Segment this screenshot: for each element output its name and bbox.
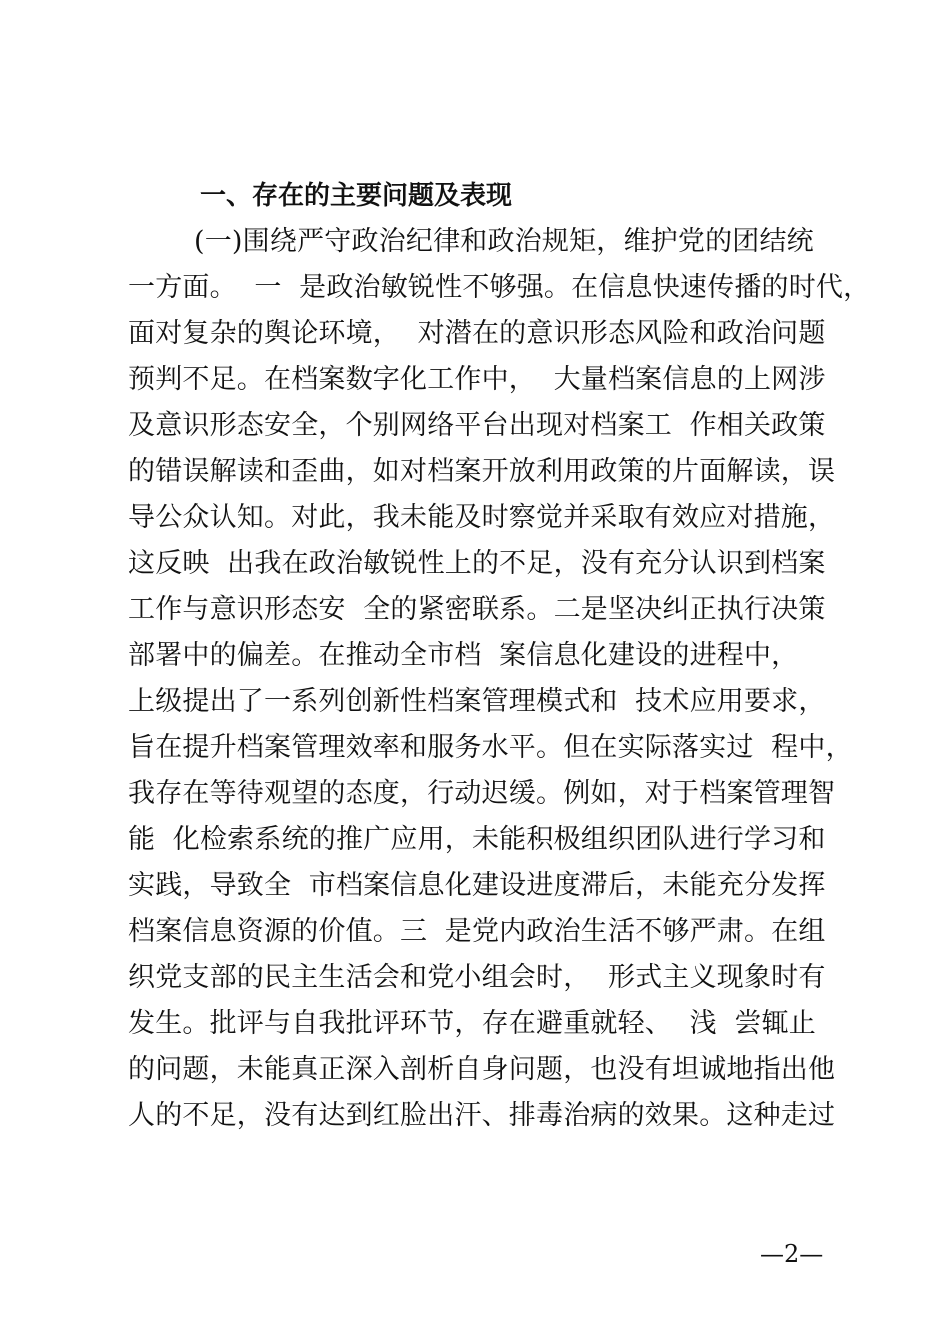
text-line: 一方面。 一 是政治敏锐性不够强。在信息快速传播的时代， bbox=[128, 272, 871, 303]
text-line: 能 化检索系统的推广应用，未能积极组织团队进行学习和 bbox=[128, 824, 826, 855]
text-line: 的错误解读和歪曲，如对档案开放利用政策的片面解读，误 bbox=[128, 456, 836, 487]
text-line: 旨在提升档案管理效率和服务水平。但在实际落实过 程中， bbox=[128, 732, 853, 763]
text-line: 预判不足。在档案数字化工作中， 大量档案信息的上网涉 bbox=[128, 364, 826, 395]
text-line: 导公众认知。对此，我未能及时察觉并采取有效应对措施， bbox=[128, 502, 836, 533]
text-line: 这反映 出我在政治敏锐性上的不足，没有充分认识到档案 bbox=[128, 548, 826, 579]
page-number: —2— bbox=[760, 1240, 824, 1268]
text-line: 档案信息资源的价值。三 是党内政治生活不够严肃。在组 bbox=[128, 916, 826, 947]
text-line: 上级提出了一系列创新性档案管理模式和 技术应用要求， bbox=[128, 686, 826, 717]
text-line: 我存在等待观望的态度，行动迟缓。例如，对于档案管理智 bbox=[128, 778, 836, 809]
text-line: 部署中的偏差。在推动全市档 案信息化建设的进程中， bbox=[128, 640, 799, 671]
section-heading: 一、存在的主要问题及表现 bbox=[200, 181, 513, 211]
text-line: 面对复杂的舆论环境， 对潜在的意识形态风险和政治问题 bbox=[128, 318, 826, 349]
text-line: 的问题，未能真正深入剖析自身问题，也没有坦诚地指出他 bbox=[128, 1054, 836, 1085]
text-line: 及意识形态安全，个别网络平台出现对档案工 作相关政策 bbox=[128, 410, 826, 441]
text-line: 人的不足，没有达到红脸出汗、排毒治病的效果。这种走过 bbox=[128, 1100, 836, 1131]
text-line: 发生。批评与自我批评环节，存在避重就轻、 浅 尝辄止 bbox=[128, 1008, 816, 1039]
text-line: 工作与意识形态安 全的紧密联系。二是坚决纠正执行决策 bbox=[128, 594, 826, 625]
text-line: 织党支部的民主生活会和党小组会时， 形式主义现象时有 bbox=[128, 962, 826, 993]
text-line: 实践，导致全 市档案信息化建设进度滞后，未能充分发挥 bbox=[128, 870, 826, 901]
text-line: (一)围绕严守政治纪律和政治规矩，维护党的团结统 bbox=[194, 226, 814, 257]
